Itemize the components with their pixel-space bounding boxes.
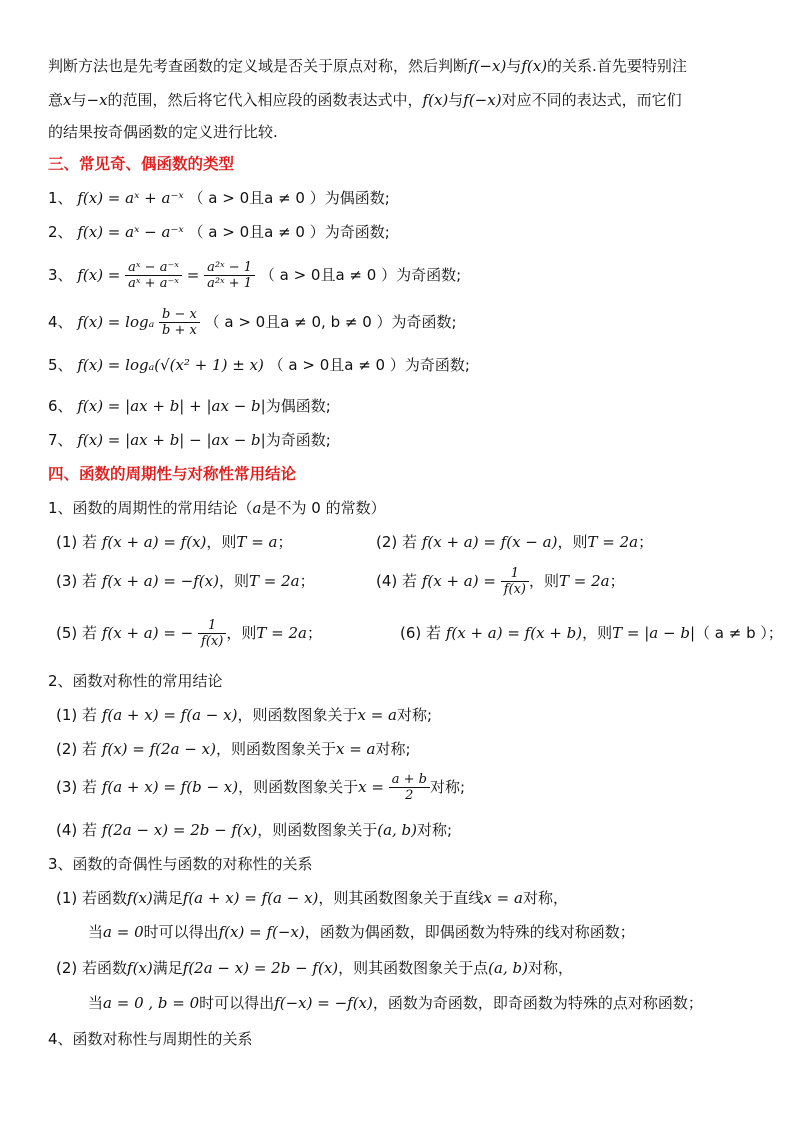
formula: f(x) = f(2a − x) (101, 740, 216, 758)
result-text: 为偶函数; (265, 397, 331, 415)
formula: f(x) = logₐ (77, 313, 155, 331)
math: x (63, 91, 72, 109)
s4-sym-item-1 (56, 704, 754, 726)
denominator: f(x) (503, 582, 526, 597)
text: 的范围，然后将它代入相应段的函数表达式中， (107, 91, 423, 109)
numerator: 1 (501, 566, 529, 582)
formula: f(a + x) = f(a − x) (101, 706, 238, 724)
condition: （ a > 0且a ≠ 0 ） (188, 223, 325, 241)
label: (2) 若函数 (56, 959, 128, 977)
denominator: a²ˣ + 1 (207, 276, 253, 291)
equals: = (186, 266, 200, 284)
text: ，函数为偶函数，即偶函数为特殊的线对称函数； (304, 923, 635, 941)
formula: x = a (483, 889, 523, 907)
formula: x = a (357, 706, 397, 724)
s4-sub3-title: 3、函数的奇偶性与函数的对称性的关系 (48, 855, 313, 873)
period-item-4 (376, 562, 625, 600)
result-text: 为奇函数; (324, 223, 390, 241)
label: (6) 若 (400, 624, 442, 642)
formula: f(x) = (77, 266, 121, 284)
text: ，则函数图象关于 (237, 706, 358, 724)
text: 对应不同的表达式，而它们 (501, 91, 682, 109)
result-text: 为奇函数; (404, 356, 470, 374)
text: ，则函数图象关于 (215, 740, 336, 758)
formula: T = 2a (256, 624, 307, 642)
text: （ a ≠ b ）； (695, 624, 783, 642)
text: ，则 (226, 624, 257, 642)
formula: x = (358, 778, 384, 796)
formula: f(a + x) = f(a − x) (182, 889, 319, 907)
condition: （ a > 0且a ≠ 0, b ≠ 0 ） (204, 313, 392, 331)
s3-item-6 (48, 395, 754, 417)
text: 满足 (152, 889, 183, 907)
label: (3) 若 (56, 778, 98, 796)
section4-heading: 四、函数的周期性与对称性常用结论 (48, 465, 297, 483)
formula: (a, b) (488, 959, 528, 977)
condition: （ a > 0且a ≠ 0 ） (268, 356, 405, 374)
text: ，则 (218, 572, 249, 590)
text: 时可以得出 (199, 994, 275, 1012)
result-text: 为奇函数; (396, 266, 462, 284)
label: (1) 若 (56, 706, 98, 724)
condition: （ a > 0且a ≠ 0 ） (188, 189, 325, 207)
text: 1、函数的周期性的常用结论（ (48, 499, 253, 517)
text: ，则 (529, 572, 560, 590)
fraction (159, 307, 200, 338)
formula: T = 2a (559, 572, 610, 590)
text: ，则 (582, 624, 613, 642)
s4-sub1-title (48, 497, 754, 519)
math: −x (86, 91, 108, 109)
text: ，函数为奇函数，即奇函数为特殊的点对称函数； (372, 994, 703, 1012)
formula: f(x + a) = − (101, 624, 194, 642)
intro-line-3: 的结果按奇偶函数的定义进行比较. (48, 123, 278, 141)
period-item-6 (400, 614, 783, 652)
text: 对称; (429, 778, 465, 796)
formula: x = a (335, 740, 376, 758)
text: ，则 (557, 533, 588, 551)
s4-rel-item-2b (88, 992, 754, 1014)
label: (4) 若 (56, 821, 98, 839)
label: (3) 若 (56, 572, 98, 590)
formula: T = 2a (248, 572, 300, 590)
math: f(x) (521, 57, 548, 75)
formula: f(x) = aˣ + a⁻ˣ (77, 189, 184, 207)
s3-item-1 (48, 187, 754, 209)
label: (1) 若 (56, 533, 98, 551)
numerator: a²ˣ − 1 (204, 260, 255, 276)
text: 是不为 0 的常数） (261, 499, 386, 517)
formula: (a, b) (377, 821, 418, 839)
s4-period-row-2 (56, 562, 754, 600)
text: 当 (88, 994, 104, 1012)
formula: f(x) (127, 959, 153, 977)
fraction (198, 618, 226, 649)
formula: f(a + x) = f(b − x) (101, 778, 239, 796)
s3-item-7 (48, 429, 754, 451)
s3-item-3 (48, 256, 754, 294)
formula: T = |a − b| (612, 624, 695, 642)
period-item-5 (56, 618, 322, 649)
formula: f(x + a) = f(x − a) (421, 533, 558, 551)
denominator: b + x (162, 323, 197, 338)
text: 对称; (375, 740, 411, 758)
text: ； (277, 533, 293, 551)
math: f(−x) (463, 91, 502, 109)
label: (4) 若 (376, 572, 418, 590)
formula: T = a (236, 533, 278, 551)
numerator: b − x (159, 307, 200, 323)
text: ，则其函数图象关于直线 (318, 889, 484, 907)
text: ； (299, 572, 315, 590)
item-number: 5、 (48, 356, 73, 374)
item-number: 3、 (48, 266, 73, 284)
item-number: 6、 (48, 397, 73, 415)
text: ，则其函数图象关于点 (338, 959, 489, 977)
math: f(x) (422, 91, 449, 109)
intro-line-2 (48, 89, 754, 111)
text: ； (609, 572, 625, 590)
fraction (501, 566, 529, 597)
s4-sub2-title: 2、函数对称性的常用结论 (48, 672, 223, 690)
s4-rel-item-1b (88, 921, 754, 943)
formula: f(x + a) = (421, 572, 496, 590)
denominator: f(x) (201, 634, 224, 649)
label: (5) 若 (56, 624, 98, 642)
text: 意 (48, 91, 64, 109)
formula: f(x + a) = f(x) (101, 533, 207, 551)
formula: f(2a − x) = 2b − f(x) (101, 821, 258, 839)
text: 与 (448, 91, 464, 109)
numerator: a + b (389, 772, 430, 788)
text: 判断方法也是先考查函数的定义域是否关于原点对称，然后判断 (48, 57, 469, 75)
text: 与 (71, 91, 87, 109)
fraction (389, 772, 430, 803)
formula: f(2a − x) = 2b − f(x) (182, 959, 339, 977)
s4-sub4-title: 4、函数对称性与周期性的关系 (48, 1030, 253, 1048)
s3-item-2 (48, 221, 754, 243)
s4-sym-item-3 (56, 768, 754, 806)
formula: f(x) = aˣ − a⁻ˣ (77, 223, 184, 241)
item-number: 2、 (48, 223, 73, 241)
label: (2) 若 (56, 740, 98, 758)
formula: a = 0 , b = 0 (103, 994, 200, 1012)
s4-period-row-3 (56, 614, 783, 652)
math: f(−x) (468, 57, 507, 75)
numerator: 1 (198, 618, 226, 634)
condition: （ a > 0且a ≠ 0 ） (259, 266, 397, 284)
denominator: 2 (405, 788, 414, 803)
s4-sym-item-4 (56, 819, 754, 841)
text: 的关系.首先要特别注 (547, 57, 687, 75)
result-text: 为奇函数; (265, 431, 331, 449)
formula: f(x + a) = −f(x) (101, 572, 219, 590)
item-number: 4、 (48, 313, 73, 331)
text: ，则函数图象关于 (238, 778, 359, 796)
item-number: 7、 (48, 431, 73, 449)
fraction (204, 260, 255, 291)
formula: a = 0 (103, 923, 144, 941)
formula: f(x) = logₐ(√(x² + 1) ± x) (77, 356, 264, 374)
label: (1) 若函数 (56, 889, 128, 907)
text: ，则函数图象关于 (257, 821, 378, 839)
text: 对称， (522, 889, 568, 907)
text: 与 (506, 57, 522, 75)
text: 当 (88, 923, 104, 941)
s4-rel-item-1 (56, 887, 754, 909)
period-item-1 (56, 533, 293, 551)
formula: f(x) = f(−x) (218, 923, 305, 941)
text: 满足 (152, 959, 183, 977)
formula: T = 2a (587, 533, 639, 551)
intro-line-1 (48, 55, 754, 77)
formula: f(−x) = −f(x) (274, 994, 373, 1012)
denominator: aˣ + a⁻ˣ (128, 276, 179, 291)
label: (2) 若 (376, 533, 418, 551)
fraction (125, 260, 182, 291)
text: 对称， (527, 959, 573, 977)
section3-heading: 三、常见奇、偶函数的类型 (48, 155, 235, 173)
text: 对称; (396, 706, 433, 724)
s3-item-5 (48, 354, 754, 376)
result-text: 为偶函数; (324, 189, 390, 207)
s4-period-row-1 (56, 531, 754, 553)
s4-sym-item-2 (56, 738, 754, 760)
numerator: aˣ − a⁻ˣ (125, 260, 182, 276)
s4-rel-item-2 (56, 957, 754, 979)
period-item-2 (376, 531, 653, 553)
text: ，则 (206, 533, 237, 551)
text: ； (638, 533, 654, 551)
text: 时可以得出 (143, 923, 219, 941)
formula: f(x) = |ax + b| − |ax − b| (77, 431, 266, 449)
period-item-3 (56, 572, 315, 590)
formula: f(x) (127, 889, 153, 907)
formula: f(x) = |ax + b| + |ax − b| (77, 397, 266, 415)
item-number: 1、 (48, 189, 73, 207)
s3-item-4 (48, 303, 754, 341)
text: ； (306, 624, 322, 642)
result-text: 为奇函数; (391, 313, 457, 331)
math: a (252, 499, 262, 517)
text: 对称; (417, 821, 453, 839)
formula: f(x + a) = f(x + b) (445, 624, 583, 642)
